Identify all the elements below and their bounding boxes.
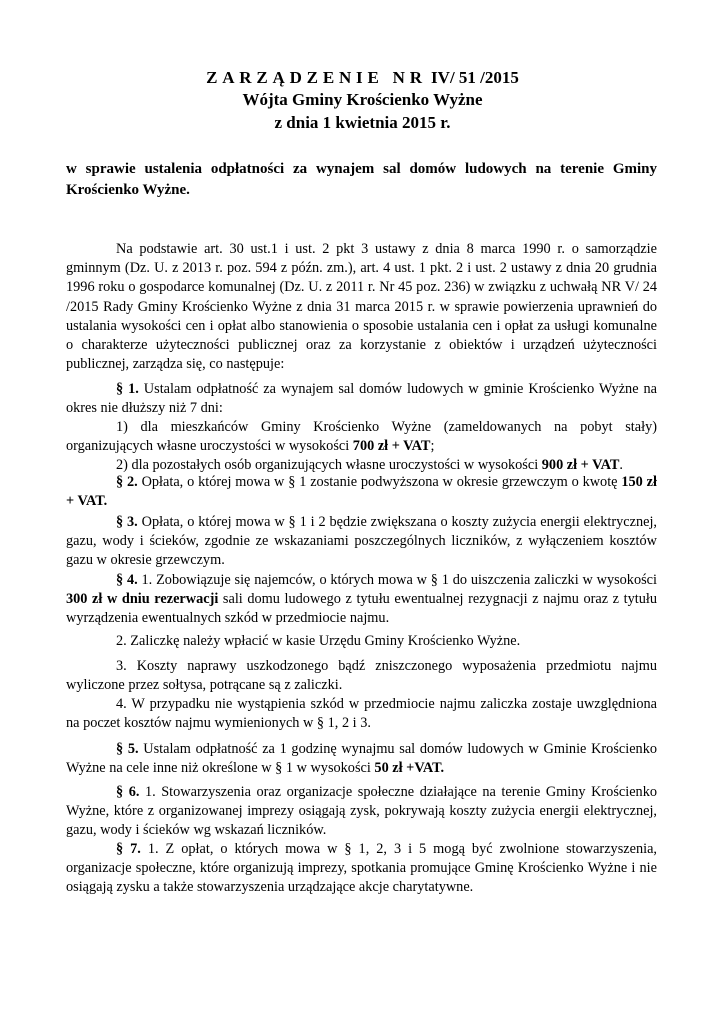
title-number: IV/ 51 /2015	[426, 68, 519, 87]
preamble: Na podstawie art. 30 ust.1 i ust. 2 pkt 3 ustawy z dnia 8 marca 1990 r. o samorządzie gminnym (Dz. U. z 2013 r. poz. 594 z późn. zm.), art. 4 ust. 1 pkt. 2 i ust. 2 ustawy z dnia 20 grudnia 1996 roku o gospodarce komunalnej (Dz. U. z 2011 r. Nr 45 poz. 236) w związku z uchwałą NR V/ 24 /2015 Rady Gminy Krościenko Wyżne z dnia 31 marca 2015 r. w sprawie powierzenia uprawnień do ustalania wysokości cen i opłat albo stanowienia o sposobie ustalania cen i opłat za usługi komunalne o charakterze użyteczności publicznej oraz za korzystanie z obiektów i urządzeń użyteczności publicznej, zarządza się, co następuje:	[66, 241, 657, 373]
section-4-paragraph-4: 4. W przypadku nie wystąpienia szkód w przedmiocie najmu zaliczka zostaje uwzględniona na poczet kosztów najmu wymienionych w § 1, 2 i 3.	[66, 696, 657, 732]
section-6-number: § 6.	[116, 784, 140, 800]
amount-residents: 700 zł + VAT	[352, 438, 431, 455]
section-3: § 3. Opłata, o której mowa w § 1 i 2 będzie zwiększana o koszty zużycia energii elektrycznej, gazu, wody i ścieków, zgodnie ze wskazaniami poszczególnych liczników, z wyłączeniem kosztów gazu w okresie grzewczym.	[66, 514, 657, 569]
section-2-number: § 2.	[116, 474, 138, 490]
section-7-number: § 7.	[116, 841, 141, 857]
amount-others: 900 zł + VAT	[541, 457, 620, 473]
section-6: § 6. 1. Stowarzyszenia oraz organizacje społeczne działające na terenie Gminy Krościenko Wyżne, które z organizowanej imprezy osiągają zysk, pokrywają koszty zużycia energii elektrycznej, gazu, wody i ścieków wg wskazań liczników.	[66, 784, 657, 839]
section-5: § 5. Ustalam odpłatność za 1 godzinę wynajmu sal domów ludowych w Gminie Krościenko Wyżne na cele inne niż określone w § 1 w wysokości 50 zł +VAT.	[66, 741, 657, 777]
section-4-paragraph-1: § 4. 1. Zobowiązuje się najemców, o których mowa w § 1 do uiszczenia zaliczki w wysokości 300 zł w dniu rezerwacji sali domu ludowego z tytułu ewentualnej rezygnacji z najmu oraz z tytułu wyrządzenia ewentualnych szkód w przedmiocie najmu.	[66, 572, 657, 627]
title-prefix: ZARZĄDZENIE NR	[206, 68, 427, 87]
section-4-number: § 4.	[116, 572, 138, 588]
document-date: z dnia 1 kwietnia 2015 r.	[274, 113, 451, 132]
amount-hourly: 50 zł +VAT.	[374, 760, 445, 777]
document-issuer: Wójta Gminy Krościenko Wyżne	[242, 90, 483, 109]
section-4-paragraph-2: 2. Zaliczkę należy wpłacić w kasie Urzędu Gminy Krościenko Wyżne.	[116, 633, 521, 649]
amount-deposit: 300 zł w dniu rezerwacji	[66, 591, 219, 608]
section-1-number: § 1.	[116, 381, 139, 397]
section-3-number: § 3.	[116, 514, 138, 530]
section-2: § 2. Opłata, o której mowa w § 1 zostanie podwyższona w okresie grzewczym o kwotę 150 zł + VAT.	[66, 474, 657, 510]
section-5-number: § 5.	[116, 741, 139, 757]
section-1-item-1: 1) dla mieszkańców Gminy Krościenko Wyżne (zameldowanych na pobyt stały) organizujących własne uroczystości w wysokości 700 zł + VAT;	[66, 419, 657, 455]
section-4-paragraph-3: 3. Koszty naprawy uszkodzonego bądź zniszczonego wyposażenia przedmiotu najmu wyliczone przez sołtysa, potrącane są z zaliczki.	[66, 658, 657, 694]
document-title	[0, 68, 725, 88]
document-subject: w sprawie ustalenia odpłatności za wynajem sal domów ludowych na terenie Gminy Krościenko Wyżne.	[66, 161, 657, 198]
section-7: § 7. 1. Z opłat, o których mowa w § 1, 2, 3 i 5 mogą być zwolnione stowarzyszenia, organizacje społeczne, które organizują imprezy, spotkania promujące Gminę Krościenko Wyżne i nie osiągają zysku a także stowarzyszenia urządzające akcje charytatywne.	[66, 841, 657, 896]
section-1-intro: § 1. Ustalam odpłatność za wynajem sal domów ludowych w gminie Krościenko Wyżne na okres nie dłuższy niż 7 dni:	[66, 381, 658, 417]
amount-heating: 150 zł + VAT.	[66, 474, 657, 510]
section-1-item-2: 2) dla pozostałych osób organizujących własne uroczystości w wysokości 900 zł + VAT.	[116, 457, 623, 473]
